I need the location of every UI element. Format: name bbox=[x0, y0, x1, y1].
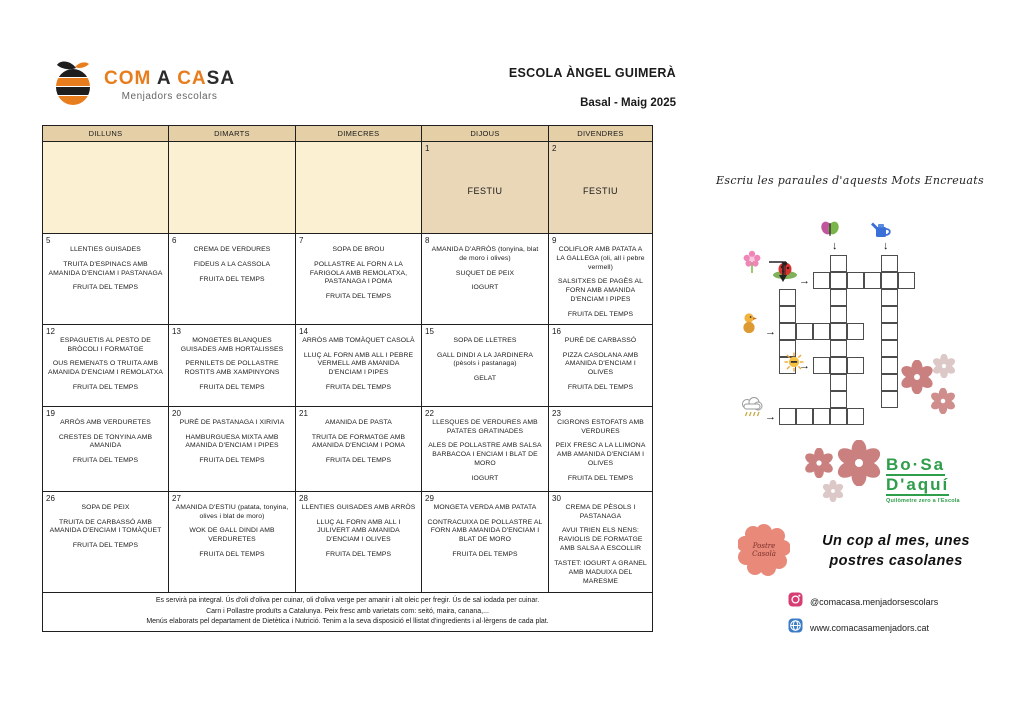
kmzero-line1: Bo·Sa bbox=[886, 455, 946, 474]
calendar-day-cell bbox=[296, 324, 422, 406]
day-number: 29 bbox=[425, 493, 434, 503]
elbow-arrow-icon bbox=[766, 258, 792, 291]
instagram-row bbox=[788, 592, 938, 612]
crossword-cell bbox=[881, 323, 898, 340]
website-row bbox=[788, 618, 938, 638]
menu-item: LLENTIES GUISADES AMB ARRÒS bbox=[301, 503, 416, 511]
menu-item: FRUITA DEL TEMPS bbox=[72, 457, 139, 465]
clue-arrow-icon: → bbox=[799, 275, 810, 287]
crossword-cell bbox=[847, 323, 864, 340]
crossword-cell bbox=[830, 374, 847, 391]
menu-item: SOPA DE LLETRES bbox=[453, 336, 517, 344]
badge-line1: Postre bbox=[752, 541, 776, 550]
footer-note-line: Carn i Pollastre produïts a Catalunya. Peix fresc amb varietats com: seitó, maira, canana,... bbox=[206, 607, 489, 615]
calendar-day-cell bbox=[43, 234, 169, 325]
day-number: 22 bbox=[425, 408, 434, 418]
calendar-day-cell bbox=[43, 491, 169, 592]
footer-note-line: Es servirà pa integral. Ús d'oli d'oliva per cuinar, oli d'oliva verge per amanir i alt oleic per fregir. Ús de sal iodada per cuinar. bbox=[155, 596, 540, 604]
crossword-cell bbox=[796, 408, 813, 425]
crossword-cell bbox=[847, 357, 864, 374]
menu-item: TASTET: IOGURT A GRANEL AMB MADUIXA DEL MARESME bbox=[554, 559, 647, 585]
chick-icon bbox=[740, 312, 758, 339]
day-number: 2 bbox=[552, 144, 557, 153]
menu-item: AMANIDA DE PASTA bbox=[325, 418, 392, 426]
crossword-cell bbox=[830, 272, 847, 289]
instagram-icon bbox=[788, 592, 803, 612]
crossword-cell bbox=[881, 272, 898, 289]
menu-item: IOGURT bbox=[471, 284, 499, 292]
crossword-cell bbox=[847, 272, 864, 289]
crossword-cell bbox=[813, 323, 830, 340]
day-number: 9 bbox=[552, 236, 557, 245]
menu-item: FIDEUS A LA CASSOLA bbox=[193, 260, 271, 268]
flower-decoration-icon bbox=[804, 448, 834, 483]
brand-logo bbox=[52, 58, 235, 111]
clue-arrow-icon: → bbox=[799, 360, 810, 372]
calendar-day-cell bbox=[422, 234, 549, 325]
day-number: 6 bbox=[172, 236, 177, 245]
flower-decoration-icon bbox=[822, 480, 844, 507]
crossword-cell bbox=[813, 357, 830, 374]
menu-item: FRUITA DEL TEMPS bbox=[72, 384, 139, 392]
calendar-day-cell bbox=[169, 406, 296, 491]
crossword-cell bbox=[779, 289, 796, 306]
menu-item: FRUITA DEL TEMPS bbox=[567, 474, 634, 482]
menu-item: ARRÒS AMB VERDURETES bbox=[60, 418, 151, 426]
calendar-day-cell bbox=[296, 142, 422, 234]
menu-item: WOK DE GALL DINDI AMB VERDURETES bbox=[189, 527, 275, 544]
day-number: 19 bbox=[46, 408, 55, 418]
day-number: 5 bbox=[46, 236, 51, 245]
menu-item: FRUITA DEL TEMPS bbox=[199, 384, 265, 392]
calendar-day-cell bbox=[43, 324, 169, 406]
menu-item: TRUITA DE FORMATGE AMB AMANIDA D'ENCIAM I POMA bbox=[311, 433, 406, 450]
calendar-day-cell bbox=[169, 142, 296, 234]
menu-item: PIZZA CASOLANA AMB AMANIDA D'ENCIAM I OLIVES bbox=[562, 351, 639, 377]
menu-item: FRUITA DEL TEMPS bbox=[199, 275, 265, 283]
crossword-cell bbox=[881, 374, 898, 391]
menu-item: LLENTIES GUISADES bbox=[70, 246, 141, 253]
menu-item: LLUÇ AL FORN AMB ALL I PEBRE VERMELL AMB AMANIDA D'ENCIAM I PIPES bbox=[303, 351, 414, 377]
menu-item: HAMBURGUESA MIXTA AMB AMANIDA D'ENCIAM I PIPES bbox=[185, 433, 279, 450]
menu-item: FRUITA DEL TEMPS bbox=[325, 457, 392, 465]
crossword-cell bbox=[881, 357, 898, 374]
brand-tagline: Menjadors escolars bbox=[121, 90, 218, 102]
kmzero-logo bbox=[886, 456, 978, 504]
day-number: 21 bbox=[299, 408, 308, 418]
crossword-cell bbox=[847, 408, 864, 425]
day-number: 23 bbox=[552, 408, 561, 418]
clue-arrow-icon: ↓ bbox=[883, 240, 889, 252]
crossword-cell bbox=[830, 408, 847, 425]
day-number: 14 bbox=[299, 326, 308, 336]
flower-icon bbox=[742, 250, 762, 279]
website-url: www.comacasamenjadors.cat bbox=[810, 623, 930, 633]
day-number: 1 bbox=[425, 144, 430, 153]
flower-decoration-icon bbox=[932, 354, 956, 383]
holiday-label: FESTIU bbox=[467, 185, 503, 196]
menu-item: ALES DE POLLASTRE AMB SALSA BARBACOA I ENCIAM I BLAT DE MORO bbox=[428, 442, 542, 468]
promo-text: Un cop al mes, unes postres casolanes bbox=[822, 533, 970, 569]
day-header: DIMECRES bbox=[296, 126, 422, 142]
crossword-cell bbox=[864, 272, 881, 289]
crossword-cell bbox=[830, 323, 847, 340]
menu-item: FRUITA DEL TEMPS bbox=[72, 542, 139, 550]
day-number: 7 bbox=[299, 236, 304, 245]
calendar-day-cell bbox=[422, 406, 549, 491]
menu-item: FRUITA DEL TEMPS bbox=[199, 551, 265, 559]
calendar-day-cell bbox=[43, 142, 169, 234]
calendar-day-cell bbox=[549, 406, 653, 491]
menu-item: PEIX FRESC A LA LLIMONA AMB AMANIDA D'ENCIAM I OLIVES bbox=[555, 442, 646, 468]
menu-item: COLIFLOR AMB PATATA A LA GALLEGA (oli, all i pebre vermell) bbox=[556, 246, 645, 271]
day-number: 13 bbox=[172, 326, 181, 336]
crossword-cell bbox=[881, 289, 898, 306]
day-number: 20 bbox=[172, 408, 181, 418]
menu-item: PURÉ DE PASTANAGA I XIRIVIA bbox=[179, 418, 285, 426]
crossword-cell bbox=[830, 255, 847, 272]
crossword-cell bbox=[779, 323, 796, 340]
crossword-cell bbox=[830, 340, 847, 357]
menu-item: CRESTES DE TONYINA AMB AMANIDA bbox=[58, 433, 153, 450]
kmzero-line2: D'aquí bbox=[886, 474, 950, 494]
day-header: DIJOUS bbox=[422, 126, 549, 142]
calendar-day-cell bbox=[169, 491, 296, 592]
crossword-cell bbox=[881, 306, 898, 323]
calendar-day-cell bbox=[296, 234, 422, 325]
menu-item: ARRÒS AMB TOMÀQUET CASOLÀ bbox=[302, 336, 415, 344]
menu-item: SOPA DE BROU bbox=[332, 246, 385, 253]
crossword-cell bbox=[813, 272, 830, 289]
calendar-day-cell bbox=[169, 234, 296, 325]
crossword-cell bbox=[779, 408, 796, 425]
menu-item: MONGETES BLANQUES GUISADES AMB HORTALISSES bbox=[180, 336, 284, 353]
menu-item: SOPA DE PEIX bbox=[81, 503, 130, 511]
crossword-cell bbox=[830, 289, 847, 306]
day-number: 8 bbox=[425, 236, 430, 245]
crossword-cell bbox=[881, 255, 898, 272]
school-name: ESCOLA ÀNGEL GUIMERÀ bbox=[508, 66, 676, 80]
day-number: 15 bbox=[425, 326, 434, 336]
day-number: 30 bbox=[552, 493, 561, 503]
clue-arrow-icon: ↓ bbox=[832, 240, 838, 252]
crossword-cell bbox=[813, 408, 830, 425]
calendar-day-cell bbox=[296, 491, 422, 592]
menu-item: TRUITA D'ESPINACS AMB AMANIDA D'ENCIAM I PASTANAGA bbox=[48, 260, 163, 277]
crossword-cell bbox=[830, 391, 847, 408]
flower-decoration-icon bbox=[900, 360, 934, 399]
clue-arrow-icon: → bbox=[765, 326, 776, 338]
crossword-title: Escriu les paraules d'aquests Mots Encreuats bbox=[716, 174, 984, 187]
flower-decoration-icon bbox=[930, 388, 956, 419]
menu-period: Basal - Maig 2025 bbox=[580, 97, 676, 109]
crossword-cell bbox=[898, 272, 915, 289]
calendar-day-cell bbox=[422, 491, 549, 592]
globe-icon bbox=[788, 618, 803, 638]
menu-item: FRUITA DEL TEMPS bbox=[567, 384, 634, 392]
menu-item: IOGURT bbox=[471, 474, 499, 482]
footer-note-line: Menús elaborats pel departament de Dietètica i Nutrició. Tenim a la seva disposició el llistat d'ingredients i al·lèrgens de cada plat. bbox=[146, 618, 549, 626]
day-header: DILLUNS bbox=[43, 126, 169, 142]
menu-item: FRUITA DEL TEMPS bbox=[567, 310, 634, 318]
social-links bbox=[788, 592, 938, 638]
menu-item: FRUITA DEL TEMPS bbox=[325, 293, 392, 301]
day-number: 16 bbox=[552, 326, 561, 336]
menu-item: GELAT bbox=[473, 375, 497, 383]
rain-cloud-icon bbox=[740, 396, 764, 425]
menu-item: LLESQUES DE VERDURES AMB PATATES GRATINADES bbox=[432, 418, 538, 435]
instagram-handle: @comacasa.menjadorsescolars bbox=[810, 597, 939, 607]
crossword-cell bbox=[881, 340, 898, 357]
calendar-day-cell bbox=[169, 324, 296, 406]
menu-item: GALL DINDI A LA JARDINERA (pèsols i pastanaga) bbox=[437, 351, 533, 368]
calendar-day-cell bbox=[549, 234, 653, 325]
kmzero-tagline: Quilòmetre zero a l'Escola bbox=[886, 497, 960, 504]
menu-item: LLUÇ AL FORN AMB ALL I JULIVERT AMB AMANIDA D'ENCIAM I OLIVES bbox=[316, 518, 401, 544]
holiday-label: FESTIU bbox=[582, 185, 618, 196]
day-header: DIMARTS bbox=[169, 126, 296, 142]
menu-item: TRUITA DE CARBASSÓ AMB AMANIDA D'ENCIAM I TOMÀQUET bbox=[49, 518, 162, 535]
calendar-day-cell bbox=[296, 406, 422, 491]
calendar-day-cell bbox=[422, 142, 549, 234]
menu-item: OUS REMENATS O TRUITA AMB AMANIDA D'ENCIAM I REMOLATXA bbox=[48, 360, 164, 377]
calendar-day-cell bbox=[549, 491, 653, 592]
brand-name: COM A CASA bbox=[104, 67, 236, 89]
clue-arrow-icon: → bbox=[765, 411, 776, 423]
calendar-day-cell bbox=[549, 142, 653, 234]
crossword-cell bbox=[779, 306, 796, 323]
menu-table bbox=[42, 125, 653, 632]
menu-item: SUQUET DE PEIX bbox=[455, 269, 515, 277]
menu-item: CONTRACUIXA DE POLLASTRE AL FORN AMB AMANIDA D'ENCIAM I BLAT DE MORO bbox=[427, 518, 543, 544]
menu-item: AMANIDA D'ARRÒS (tonyina, blat de moro i olives) bbox=[431, 246, 539, 262]
day-header: DIVENDRES bbox=[549, 126, 653, 142]
menu-item: AMANIDA D'ESTIU (patata, tonyina, olives i blat de moro) bbox=[175, 503, 289, 520]
day-number: 12 bbox=[46, 326, 55, 336]
menu-item: CREMA DE PÈSOLS I PASTANAGA bbox=[565, 503, 636, 520]
calendar-day-cell bbox=[422, 324, 549, 406]
menu-item: SALSITXES DE PAGÈS AL FORN AMB AMANIDA D'ENCIAM I PIPES bbox=[557, 278, 644, 304]
crossword-cell bbox=[830, 306, 847, 323]
crossword-cell bbox=[796, 323, 813, 340]
day-number: 28 bbox=[299, 493, 308, 503]
menu-item: POLLASTRE AL FORN A LA FARIGOLA AMB REMOLATXA, PASTANAGA I POMA bbox=[309, 260, 408, 286]
menu-item: ESPAGUETIS AL PESTO DE BRÒCOLI I FORMATGE bbox=[60, 336, 151, 353]
menu-item: PERNILETS DE POLLASTRE ROSTITS AMB XAMPINYONS bbox=[184, 360, 280, 377]
calendar-day-cell bbox=[549, 324, 653, 406]
crossword-cell bbox=[830, 357, 847, 374]
menu-item: FRUITA DEL TEMPS bbox=[72, 284, 139, 292]
calendar-day-cell bbox=[43, 406, 169, 491]
menu-item: CIGRONS ESTOFATS AMB VERDURES bbox=[557, 418, 644, 435]
watering-can-icon bbox=[870, 220, 892, 245]
menu-item: AVUI TRIEN ELS NENS: RAVIOLIS DE FORMATGE AMB SALSA A ESCOLLIR bbox=[558, 527, 643, 553]
menu-item: FRUITA DEL TEMPS bbox=[452, 551, 518, 559]
menu-item: CREMA DE VERDURES bbox=[193, 246, 271, 253]
menu-item: PURÉ DE CARBASSÓ bbox=[564, 336, 637, 344]
menu-item: FRUITA DEL TEMPS bbox=[325, 384, 392, 392]
badge-line2: Casolà bbox=[752, 550, 776, 558]
dessert-badge bbox=[738, 524, 790, 576]
menu-item: FRUITA DEL TEMPS bbox=[325, 551, 392, 559]
crossword-cell bbox=[881, 391, 898, 408]
day-number: 27 bbox=[172, 493, 181, 503]
menu-item: FRUITA DEL TEMPS bbox=[199, 457, 265, 465]
menu-item: MONGETA VERDA AMB PATATA bbox=[433, 503, 537, 511]
apple-logo-icon bbox=[52, 58, 96, 111]
day-number: 26 bbox=[46, 493, 55, 503]
footer-notes bbox=[43, 592, 653, 632]
